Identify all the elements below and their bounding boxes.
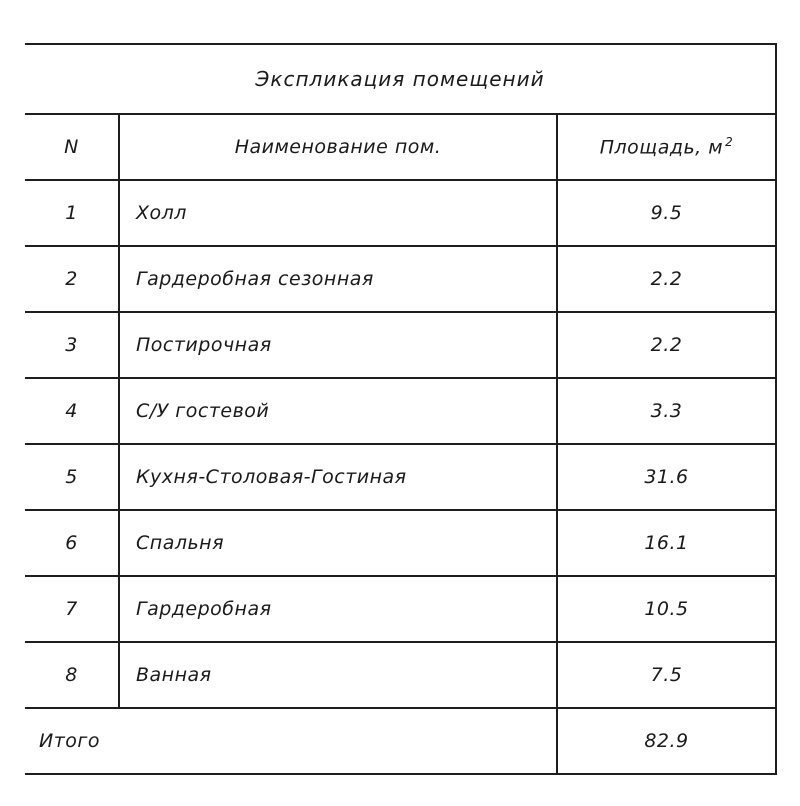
total-area: 82.9 — [557, 708, 776, 774]
table-title-row — [25, 44, 776, 114]
table-title: Экспликация помещений — [25, 44, 776, 114]
row-room-name: Холл — [119, 180, 557, 246]
header-name: Наименование пом. — [119, 114, 557, 180]
row-area: 10.5 — [557, 576, 776, 642]
header-area — [557, 114, 776, 180]
row-room-name: С/У гостевой — [119, 378, 557, 444]
row-area: 2.2 — [557, 246, 776, 312]
row-room-name: Ванная — [119, 642, 557, 708]
row-number: 6 — [25, 510, 119, 576]
table-total-row — [25, 708, 776, 774]
row-number: 8 — [25, 642, 119, 708]
row-area: 31.6 — [557, 444, 776, 510]
row-area: 3.3 — [557, 378, 776, 444]
table-row — [25, 510, 776, 576]
row-number: 2 — [25, 246, 119, 312]
header-area-exponent: 2 — [725, 135, 734, 150]
header-number: N — [25, 114, 119, 180]
table-row — [25, 576, 776, 642]
row-room-name: Спальня — [119, 510, 557, 576]
row-area: 2.2 — [557, 312, 776, 378]
row-number: 1 — [25, 180, 119, 246]
table-row — [25, 312, 776, 378]
row-area: 7.5 — [557, 642, 776, 708]
row-number: 7 — [25, 576, 119, 642]
row-room-name: Кухня-Столовая-Гостиная — [119, 444, 557, 510]
table-row — [25, 180, 776, 246]
row-number: 4 — [25, 378, 119, 444]
row-area: 9.5 — [557, 180, 776, 246]
room-explication-table — [25, 43, 777, 775]
row-room-name: Постирочная — [119, 312, 557, 378]
header-area-label: Площадь, м — [599, 136, 724, 159]
table-row — [25, 246, 776, 312]
total-label: Итого — [25, 708, 557, 774]
table-row — [25, 444, 776, 510]
table-row — [25, 378, 776, 444]
table-row — [25, 642, 776, 708]
row-number: 3 — [25, 312, 119, 378]
row-area: 16.1 — [557, 510, 776, 576]
table-header-row — [25, 114, 776, 180]
row-room-name: Гардеробная — [119, 576, 557, 642]
row-room-name: Гардеробная сезонная — [119, 246, 557, 312]
row-number: 5 — [25, 444, 119, 510]
